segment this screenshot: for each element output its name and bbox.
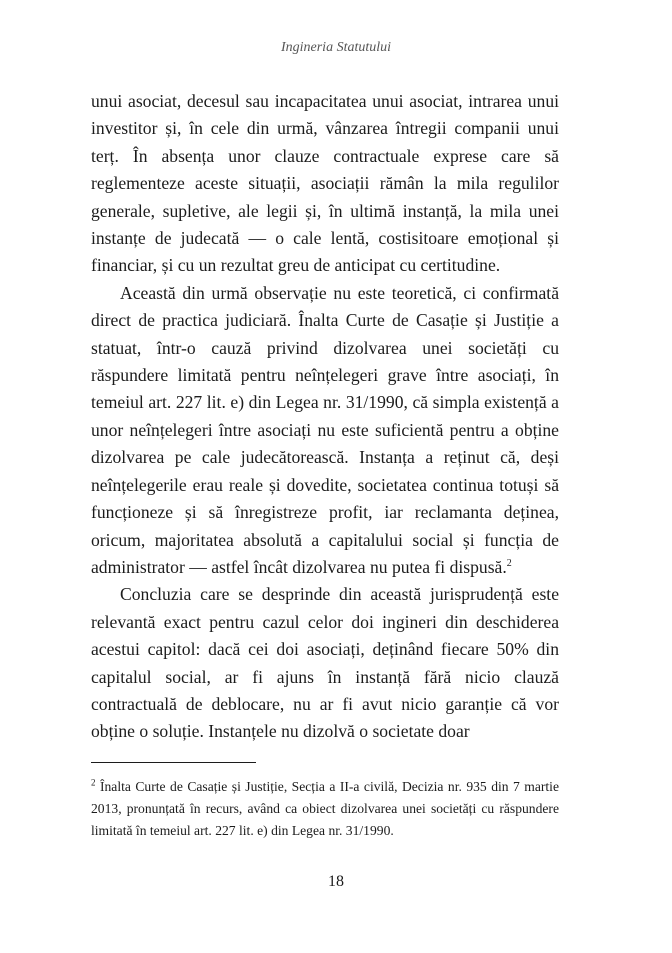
paragraph-1 <box>91 88 559 280</box>
page-number: 18 <box>328 873 344 890</box>
footnote <box>91 776 559 842</box>
footnote-separator <box>91 762 256 763</box>
paragraph-text: unui asociat, decesul sau incapacitatea unui asociat, intrarea unui investitor și, în cele din urmă, vânzarea întregii companii unui terț. În absența unor clauze contractuale exprese care să reglementeze aceste situații, asociații rămân la mila regulilor generale, supletive, ale legii și, în ultimă instanță, la mila unei instanțe de judecată — o cale lentă, costisitoare emoțional și financiar, și cu un rezultat greu de anticipat cu certitudine. <box>91 91 559 276</box>
main-text <box>91 88 559 746</box>
paragraph-2 <box>91 280 559 581</box>
paragraph-3 <box>91 581 559 745</box>
paragraph-text: Concluzia care se desprinde din această jurisprudență este relevantă exact pentru cazul celor doi ingineri din deschiderea acestui capitol: dacă cei doi asociați, deținând fiecare 50% din capitalul social, ar fi ajuns în instanță fără nicio clauză contractuală de deblocare, nu ar fi avut nicio garanție că vor obține o soluție. Instanțele nu dizolvă o societate doar <box>91 584 559 742</box>
paragraph-text: Această din urmă observație nu este teoretică, ci confirmată direct de practica judiciară. Înalta Curte de Casație și Justiție a statuat, într-o cauză privind dizolvarea unei societăți cu răspundere limitată pentru neînțelegeri grave între asociați, în temeiul art. 227 lit. e) din Legea nr. 31/1990, că simpla existență a unor neînțelegeri între asociați nu este suficientă pentru a obține dizolvarea pe cale judecătorească. Instanța a reținut că, deși neînțelegerile erau reale și dovedite, societatea continua totuși să funcționeze și să înregistreze profit, iar reclamanta deținea, oricum, majoritatea absolută a capitalului social și funcția de administrator — astfel încât dizolvarea nu putea fi dispusă. <box>91 282 559 577</box>
footnote-reference[interactable]: 2 <box>506 558 512 570</box>
running-header: Ingineria Statutului <box>280 40 392 55</box>
footnote-marker: 2 <box>91 777 96 788</box>
footnote-text: Înalta Curte de Casație și Justiție, Secția a II-a civilă, Decizia nr. 935 din 7 martie 2013, pronunțată în recurs, având ca obiect dizolvarea unei societăți cu răspundere limitată în temeiul art. 227 lit. e) din Legea nr. 31/1990. <box>91 779 559 838</box>
